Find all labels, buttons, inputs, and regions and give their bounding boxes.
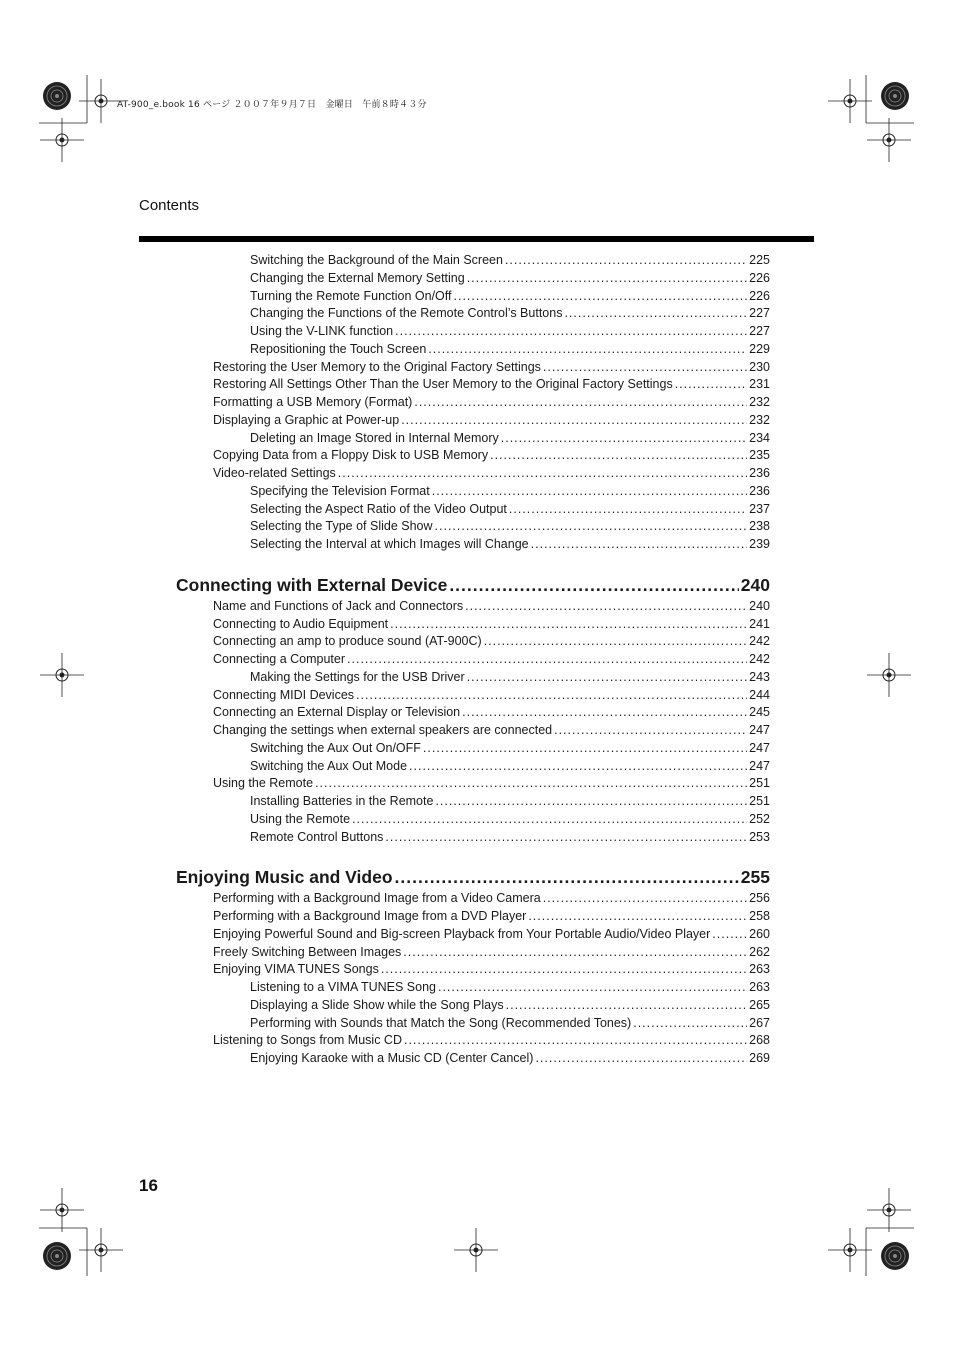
toc-entry-page: 247 [749, 723, 770, 737]
toc-entry-title: Connecting with External Device [176, 574, 448, 595]
toc-entry-page: 255 [740, 867, 770, 888]
toc-entry-title: Installing Batteries in the Remote [250, 794, 434, 808]
crosshair-icon [40, 118, 84, 162]
toc-entry-title: Changing the External Memory Setting [250, 270, 465, 285]
toc-entry-title: Video-related Settings [213, 466, 336, 480]
toc-entry-title: Performing with a Background Image from a Video Camera [213, 891, 541, 906]
toc-entry-page: 260 [749, 926, 770, 941]
toc-entry-page: 247 [749, 758, 770, 773]
toc-entry-page: 267 [749, 1015, 770, 1030]
toc-entry-page: 232 [749, 412, 770, 427]
toc-entry-page: 238 [749, 519, 770, 534]
crosshair-icon [79, 79, 123, 123]
toc-entry-title: Changing the settings when external speakers are connected [213, 723, 553, 737]
toc-entry-page: 240 [749, 598, 770, 613]
toc-entry-page: 237 [749, 501, 770, 516]
toc-entry-title: Selecting the Interval at which Images will Change [250, 537, 529, 551]
toc-entry-title: Connecting an External Display or Television [213, 705, 461, 720]
toc-entry-title: Using the Remote [250, 811, 351, 826]
crosshair-icon [828, 79, 872, 123]
crosshair-icon [40, 653, 84, 697]
toc-entry-page: 244 [749, 687, 770, 702]
toc-entry-page: 232 [749, 395, 770, 409]
toc-entry-title: Changing the Functions of the Remote Control’s Buttons [250, 306, 563, 321]
toc-entry-page: 241 [749, 616, 770, 631]
toc-entry-page: 229 [749, 341, 770, 356]
toc-entry-title: Turning the Remote Function On/Off [250, 288, 452, 303]
toc-entry-page: 242 [749, 634, 770, 649]
toc-entry-title: Restoring the User Memory to the Original Factory Settings [213, 359, 541, 374]
toc-entry-title: Selecting the Aspect Ratio of the Video Output [250, 501, 507, 516]
toc-entry-page: 251 [749, 776, 770, 791]
toc-entry-page: 262 [749, 944, 770, 959]
toc-entry-title: Enjoying VIMA TUNES Songs [213, 962, 379, 977]
page-number: 16 [139, 1176, 158, 1195]
toc-entry-title: Switching the Aux Out On/OFF [250, 740, 421, 755]
toc-entry-title: Using the V-LINK function [250, 324, 394, 338]
crosshair-icon [867, 1188, 911, 1232]
toc-entry-page: 231 [749, 377, 770, 392]
toc-entry-page: 247 [749, 740, 770, 755]
toc-entry-title: Switching the Aux Out Mode [250, 758, 408, 773]
toc-entry-title: Enjoying Music and Video [176, 867, 393, 888]
crosshair-icon [40, 1188, 84, 1232]
toc-entry-title: Connecting MIDI Devices [213, 687, 355, 702]
toc-entry-page: 236 [749, 483, 770, 498]
toc-entry-page: 240 [740, 574, 770, 595]
toc-entry-page: 230 [749, 359, 770, 374]
toc-entry-title: Deleting an Image Stored in Internal Memory [250, 430, 499, 445]
toc-entry-title: Enjoying Powerful Sound and Big-screen Playback from Your Portable Audio/Video Player [213, 926, 711, 941]
toc-entry-page: 256 [749, 891, 770, 906]
toc-entry-title: Displaying a Slide Show while the Song Plays [250, 997, 504, 1012]
toc-entry-title: Connecting an amp to produce sound (AT-900C) [213, 634, 482, 649]
toc-entry-page: 242 [749, 652, 770, 666]
file-header: AT-900_e.book 16 ページ ２００７年９月７日 金曜日 午前８時４３分 [117, 100, 427, 110]
toc-entry-page: 268 [749, 1033, 770, 1048]
toc-entry-page: 235 [749, 448, 770, 463]
toc-entry-page: 263 [749, 962, 770, 977]
toc-entry-title: Using the Remote [213, 776, 314, 791]
toc-entry-page: 251 [749, 794, 770, 808]
toc-entry-page: 226 [749, 270, 770, 285]
registration-burst-icon [881, 1242, 909, 1270]
toc-entry-page: 243 [749, 669, 770, 684]
toc-entry-title: Repositioning the Touch Screen [250, 341, 427, 356]
crosshair-icon [79, 1228, 123, 1272]
toc-entry-title: Restoring All Settings Other Than the User Memory to the Original Factory Settings [213, 377, 673, 392]
toc-entry-title: Copying Data from a Floppy Disk to USB Memory [213, 448, 489, 463]
toc-entry-title: Specifying the Television Format [250, 483, 430, 498]
toc-entry-title: Switching the Background of the Main Screen [250, 253, 503, 267]
toc-entry-page: 227 [749, 306, 770, 321]
toc-entry-page: 258 [749, 909, 770, 923]
toc-entry-title: Making the Settings for the USB Driver [250, 669, 465, 684]
toc-entry-title: Listening to Songs from Music CD [213, 1033, 402, 1048]
toc-entry-page: 239 [749, 537, 770, 551]
toc-entry-title: Remote Control Buttons [250, 829, 384, 844]
toc-entry-page: 269 [749, 1051, 770, 1065]
crosshair-icon [454, 1228, 498, 1272]
toc-entry-title: Performing with Sounds that Match the Song (Recommended Tones) [250, 1015, 632, 1030]
toc-entry-title: Performing with a Background Image from a DVD Player [213, 909, 527, 923]
toc-entry-page: 225 [749, 253, 770, 267]
crosshair-icon [828, 1228, 872, 1272]
toc-entry-page: 253 [749, 829, 770, 844]
toc-entry-page: 265 [749, 997, 770, 1012]
toc-entry-page: 234 [749, 430, 770, 445]
toc-entry-title: Formatting a USB Memory (Format) [213, 395, 413, 409]
registration-burst-icon [43, 82, 71, 110]
toc-entry-title: Connecting a Computer [213, 652, 346, 666]
toc-entry-title: Connecting to Audio Equipment [213, 616, 389, 631]
section-label: Contents [139, 197, 200, 214]
toc-entry-page: 252 [749, 811, 770, 826]
toc-entry-page: 236 [749, 466, 770, 480]
toc-entry-title: Selecting the Type of Slide Show [250, 519, 433, 534]
toc-entry-page: 245 [749, 705, 770, 720]
toc-entry-title: Name and Functions of Jack and Connectors [213, 598, 464, 613]
registration-burst-icon [881, 82, 909, 110]
crosshair-icon [867, 118, 911, 162]
toc-entry-page: 227 [749, 324, 770, 338]
toc-entry-page: 263 [749, 980, 770, 994]
toc-entry-page: 226 [749, 288, 770, 303]
toc-entry-title: Freely Switching Between Images [213, 944, 402, 959]
toc-entry-title: Displaying a Graphic at Power-up [213, 412, 400, 427]
registration-burst-icon [43, 1242, 71, 1270]
toc-entry-title: Listening to a VIMA TUNES Song [250, 980, 436, 994]
crosshair-icon [867, 653, 911, 697]
toc-entry-title: Enjoying Karaoke with a Music CD (Center Cancel) [250, 1051, 534, 1065]
